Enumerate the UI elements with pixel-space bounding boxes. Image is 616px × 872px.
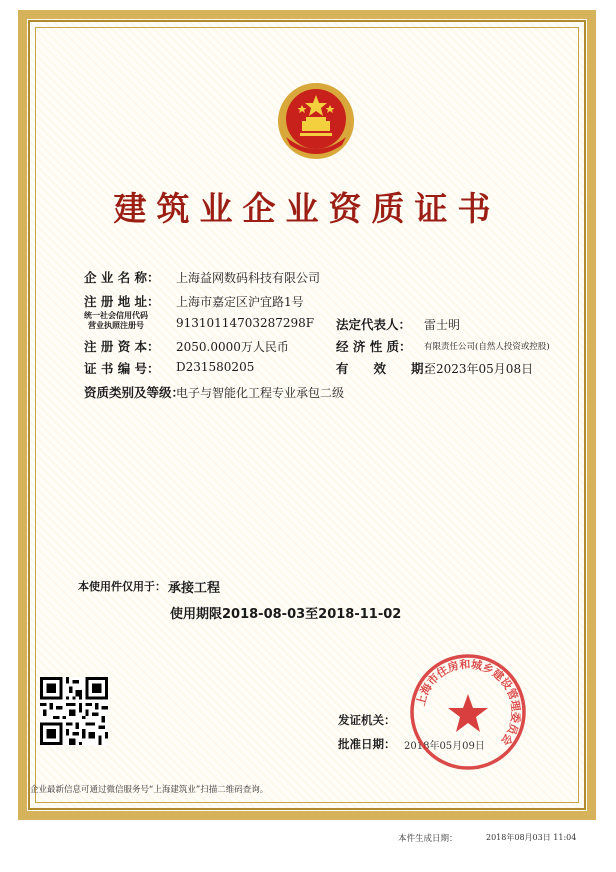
credit-label	[84, 311, 148, 331]
national-emblem-icon	[276, 81, 356, 161]
address-value: 上海市嘉定区沪宜路1号	[176, 295, 304, 309]
capital-label: 注 册 资 本：	[84, 339, 160, 354]
usage-value: 承接工程	[168, 581, 221, 596]
credit-label-line2: 营业执照注册号	[88, 321, 144, 330]
seal-text: 上海市住房和城乡建设管理委员会	[414, 657, 523, 748]
issuer-label: 发证机关：	[338, 713, 396, 727]
econ-value: 有限责任公司(自然人投资或控股)	[424, 342, 550, 352]
credit-label-line1: 统一社会信用代码	[84, 311, 148, 320]
usage-label: 本使用件仅用于：	[78, 580, 166, 593]
cert-no-label: 证 书 编 号：	[84, 361, 160, 376]
generated-date-value: 2018年08月03日 11:04	[486, 833, 577, 842]
qual-label: 资质类别及等级：	[84, 385, 185, 400]
qual-value: 电子与智能化工程专业承包二级	[176, 386, 345, 400]
legal-rep-value: 雷士明	[424, 318, 461, 332]
capital-value: 2050.0000万人民币	[176, 340, 289, 354]
address-label: 注 册 地 址：	[84, 294, 160, 309]
approve-date-label: 批准日期：	[338, 737, 396, 751]
generated-date-label: 本件生成日期：	[398, 834, 458, 844]
qr-code-icon[interactable]	[40, 677, 108, 745]
company-value: 上海益网数码科技有限公司	[176, 271, 321, 285]
usage-period: 使用期限2018-08-03至2018-11-02	[170, 607, 402, 622]
footer-note: 企业最新信息可通过微信服务号“上海建筑业”扫描二维码查询。	[30, 785, 269, 795]
approve-date-value: 2018年05月09日	[404, 741, 485, 752]
legal-rep-label: 法定代表人：	[336, 317, 412, 332]
cert-no-value: D231580205	[176, 360, 255, 374]
company-label: 企 业 名 称：	[84, 270, 160, 285]
econ-label: 经 济 性 质：	[336, 339, 412, 354]
valid-label: 有 效 期：	[336, 361, 437, 376]
official-seal-icon	[408, 652, 528, 772]
valid-value: 至2023年05月08日	[424, 362, 534, 376]
certificate-title: 建筑业企业资质证书	[113, 189, 501, 228]
credit-value: 91310114703287298F	[176, 316, 315, 330]
